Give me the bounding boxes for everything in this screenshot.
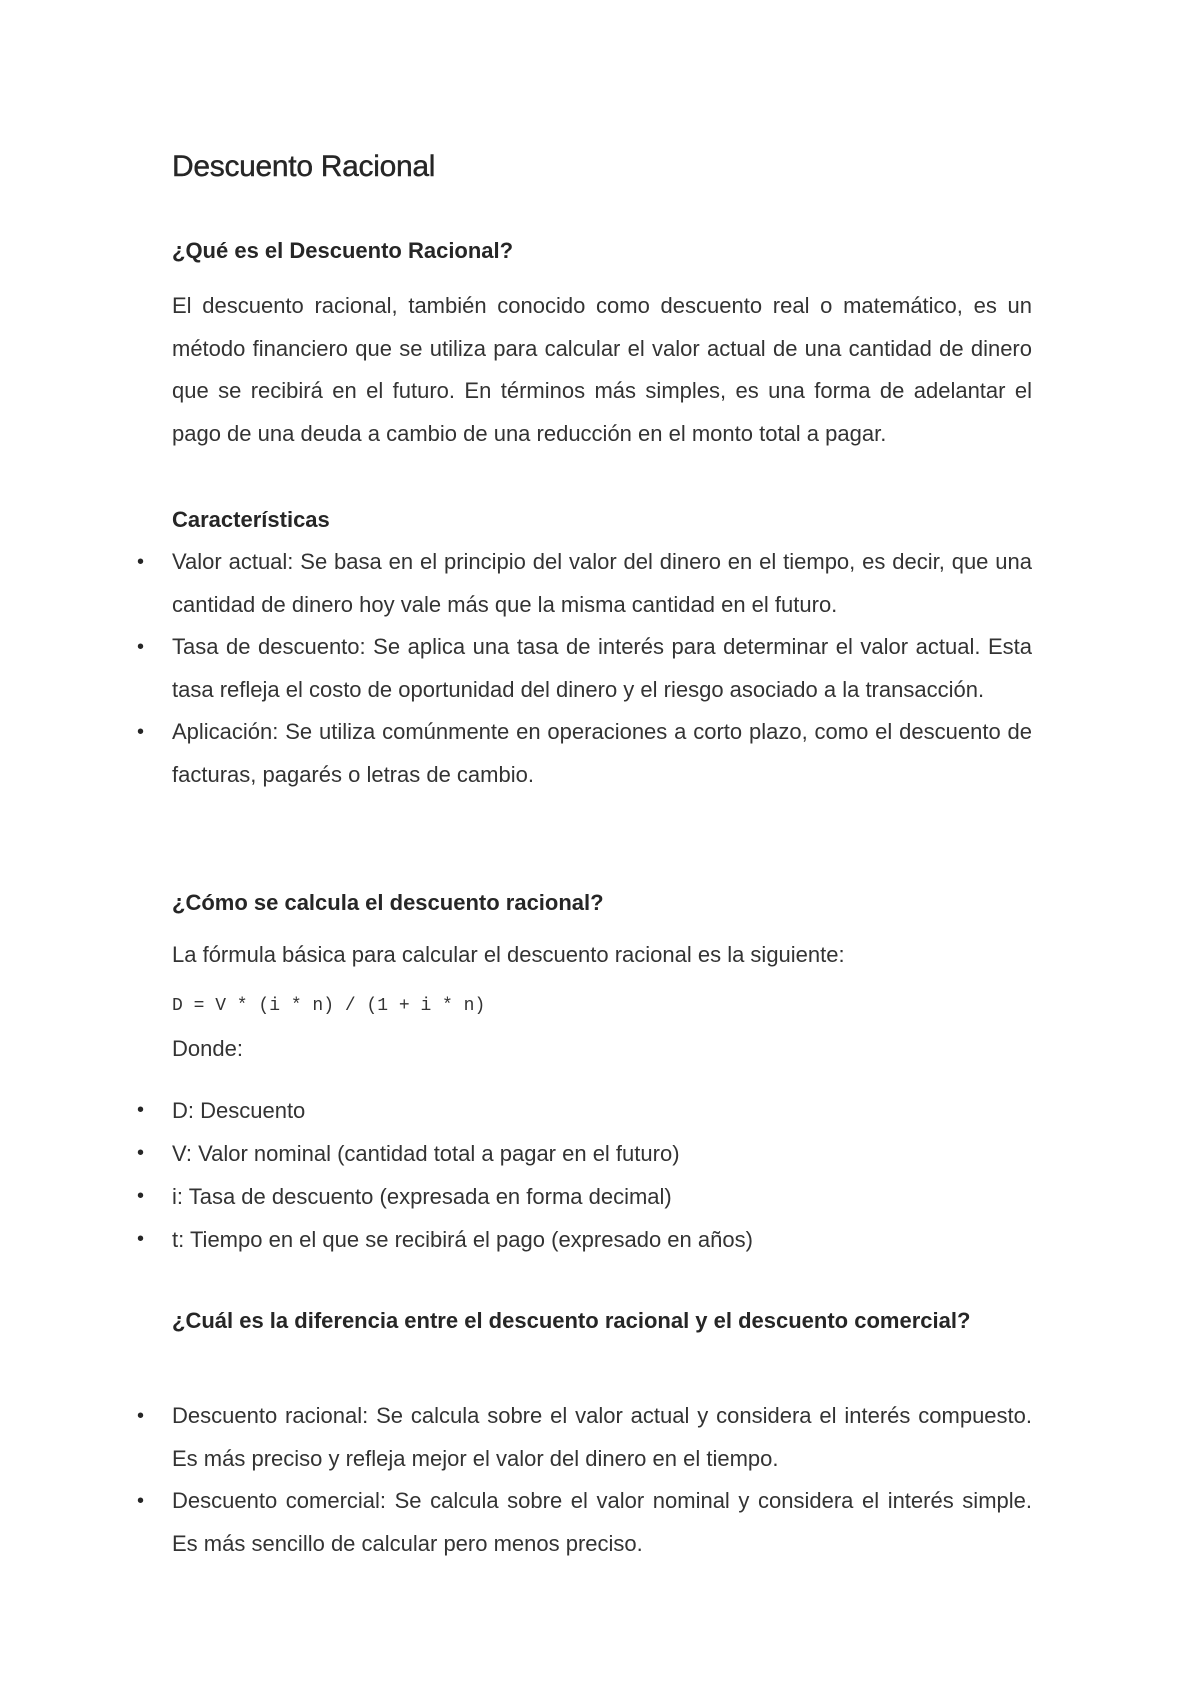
- formula-intro: La fórmula básica para calcular el descuento racional es la siguiente:: [172, 942, 845, 967]
- bullet-icon: •: [137, 1405, 145, 1427]
- bullet-icon: •: [137, 1142, 145, 1164]
- features-heading: Características: [172, 507, 330, 532]
- list-item: [137, 1089, 1032, 1132]
- list-item-text: D: Descuento: [172, 1098, 306, 1123]
- bullet-icon: •: [137, 636, 145, 658]
- list-item: [137, 541, 1032, 626]
- list-item: [137, 1218, 1032, 1261]
- bullet-icon: •: [137, 1490, 145, 1512]
- variables-list: [137, 1089, 1032, 1261]
- section-heading-diferencia: ¿Cuál es la diferencia entre el descuento racional y el descuento comercial?: [172, 1308, 971, 1333]
- section-heading-como-se-calcula: ¿Cómo se calcula el descuento racional?: [172, 890, 604, 915]
- list-item: [137, 1480, 1032, 1565]
- list-item: [137, 1132, 1032, 1175]
- document-title: Descuento Racional: [172, 150, 436, 183]
- list-item-text: Valor actual: Se basa en el principio del valor del dinero en el tiempo, es decir, que una cantidad de dinero hoy vale más que la misma cantidad en el futuro.: [172, 549, 1032, 617]
- bullet-icon: •: [137, 1228, 145, 1250]
- bullet-icon: •: [137, 721, 145, 743]
- list-item-text: Tasa de descuento: Se aplica una tasa de interés para determinar el valor actual. Esta tasa refleja el costo de oportunidad del dinero y el riesgo asociado a la transacción.: [172, 634, 1032, 702]
- list-item-text: Aplicación: Se utiliza comúnmente en operaciones a corto plazo, como el descuento de facturas, pagarés o letras de cambio.: [172, 719, 1032, 787]
- list-item: [137, 1395, 1032, 1480]
- comparison-list: [137, 1395, 1032, 1565]
- where-label: Donde:: [172, 1036, 243, 1061]
- list-item: [137, 626, 1032, 711]
- list-item-text: Descuento comercial: Se calcula sobre el valor nominal y considera el interés simple. Es más sencillo de calcular pero menos preciso.: [172, 1488, 1032, 1556]
- formula: D = V * (i * n) / (1 + i * n): [172, 996, 486, 1016]
- list-item-text: t: Tiempo en el que se recibirá el pago (expresado en años): [172, 1227, 753, 1252]
- list-item-text: i: Tasa de descuento (expresada en forma decimal): [172, 1184, 672, 1209]
- bullet-icon: •: [137, 1185, 145, 1207]
- list-item: [137, 711, 1032, 796]
- bullet-icon: •: [137, 1099, 145, 1121]
- section-heading-que-es: ¿Qué es el Descuento Racional?: [172, 238, 514, 263]
- list-item-text: V: Valor nominal (cantidad total a pagar en el futuro): [172, 1141, 680, 1166]
- list-item: [137, 1175, 1032, 1218]
- features-list: [137, 541, 1032, 796]
- list-item-text: Descuento racional: Se calcula sobre el valor actual y considera el interés compuesto. Es más preciso y refleja mejor el valor del dinero en el tiempo.: [172, 1403, 1032, 1471]
- intro-paragraph: El descuento racional, también conocido como descuento real o matemático, es un método financiero que se utiliza para calcular el valor actual de una cantidad de dinero que se recibirá en el futuro. En términos más simples, es una forma de adelantar el pago de una deuda a cambio de una reducción en el monto total a pagar.: [172, 293, 1032, 446]
- bullet-icon: •: [137, 551, 145, 573]
